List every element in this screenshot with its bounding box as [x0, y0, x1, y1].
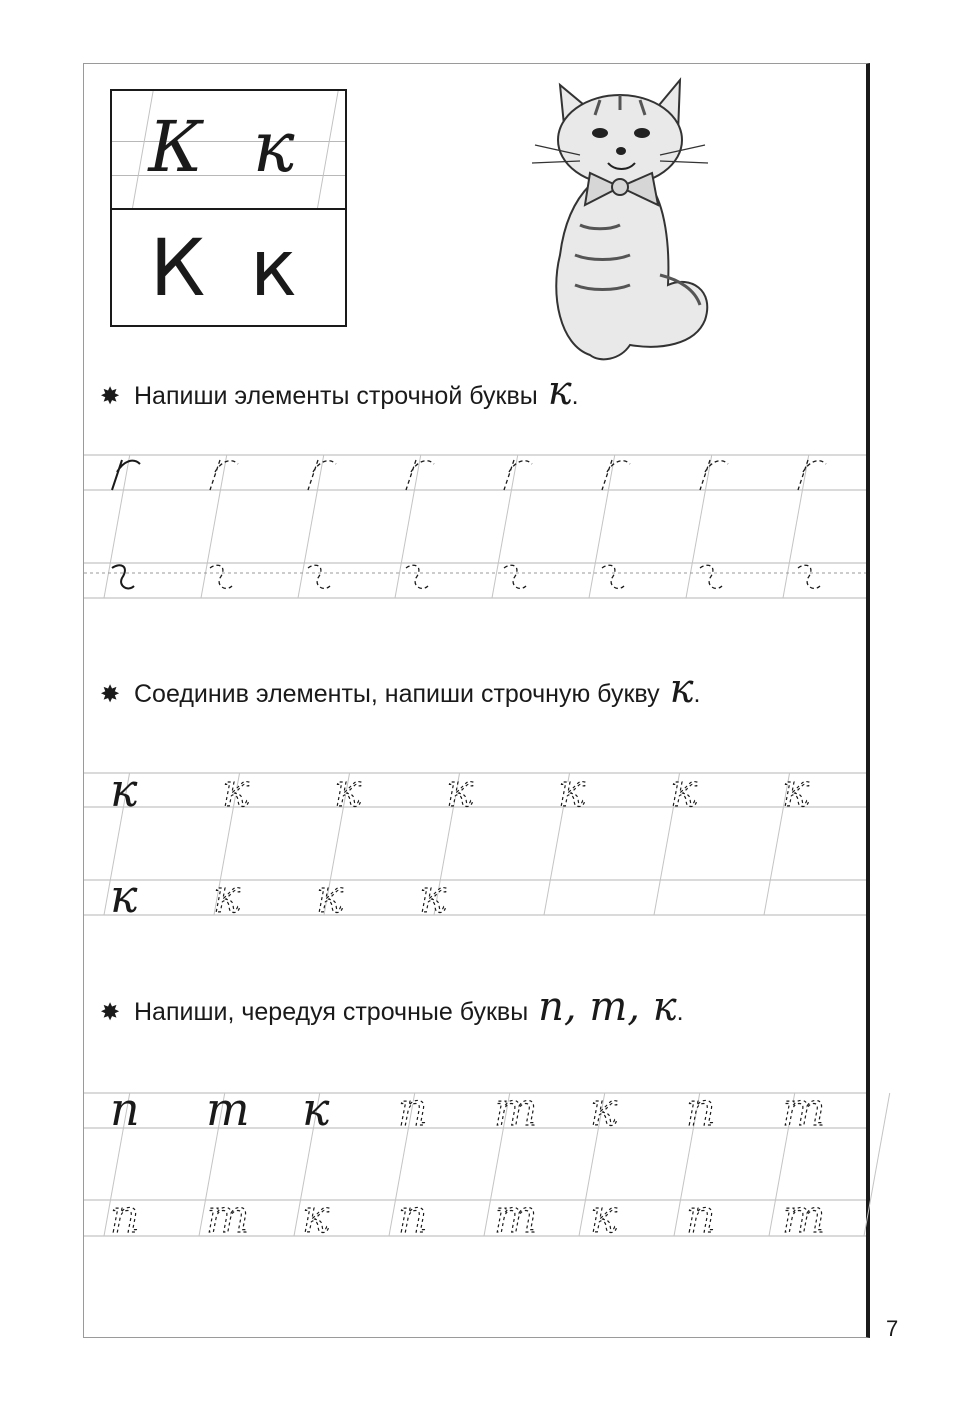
letter-element-stroke: [700, 460, 728, 490]
letter-element-stroke: [504, 565, 526, 588]
star-bullet-icon: ✸: [100, 383, 121, 410]
instruction-text: Соединив элементы, напиши строчную букву: [134, 680, 660, 708]
sample-letter: к: [110, 869, 138, 923]
letter-element-stroke: [406, 460, 434, 490]
trace-letter: т: [782, 1189, 826, 1243]
trace-letter: к: [782, 763, 810, 817]
letter-element-stroke: [602, 565, 624, 588]
trace-letter: т: [782, 1082, 826, 1136]
trace-letter: т: [494, 1189, 538, 1243]
page-number: 7: [886, 1316, 899, 1341]
trace-letter: т: [206, 1189, 250, 1243]
instruction-end-mark: .: [676, 998, 684, 1026]
instruction-end-mark: .: [571, 382, 579, 410]
sample-letter: т: [206, 1082, 250, 1136]
instruction-end-mark: .: [693, 680, 701, 708]
slant-line: [864, 1093, 890, 1236]
trace-letter: к: [590, 1189, 618, 1243]
trace-letter: к: [590, 1082, 618, 1136]
trace-letter: к: [222, 763, 250, 817]
trace-letter: п: [686, 1082, 716, 1136]
trace-letter: к: [419, 869, 447, 923]
trace-letter: п: [398, 1189, 428, 1243]
sample-letter: п: [110, 1082, 140, 1136]
letter-element-stroke: [798, 460, 826, 490]
letter-element-stroke: [210, 565, 232, 588]
slant-line: [686, 455, 712, 598]
star-bullet-icon: ✸: [100, 999, 121, 1026]
letter-element-stroke: [700, 565, 722, 588]
trace-letter: к: [302, 1189, 330, 1243]
print-letter-pair: К к: [149, 224, 308, 314]
letter-element-stroke: [210, 460, 238, 490]
trace-letter: т: [494, 1082, 538, 1136]
sample-letter: к: [302, 1082, 330, 1136]
letter-element-stroke: [112, 565, 134, 588]
letter-element-stroke: [504, 460, 532, 490]
sample-letter: к: [110, 763, 138, 817]
star-bullet-icon: ✸: [100, 681, 121, 708]
instruction-text: Напиши элементы строчной буквы: [134, 382, 538, 410]
trace-letter: п: [398, 1082, 428, 1136]
instruction-cursive-letters: к: [547, 368, 572, 414]
trace-letter: к: [334, 763, 362, 817]
letter-element-stroke: [406, 565, 428, 588]
trace-letter: к: [670, 763, 698, 817]
slant-line: [492, 455, 518, 598]
letter-element-stroke: [602, 460, 630, 490]
instruction-cursive-letters: п, т, к: [538, 984, 677, 1030]
trace-letter: п: [110, 1189, 140, 1243]
slant-line: [298, 455, 324, 598]
letter-element-stroke: [308, 565, 330, 588]
trace-letter: к: [558, 763, 586, 817]
letter-element-stroke: [798, 565, 820, 588]
instruction-text: Напиши, чередуя строчные буквы: [134, 998, 529, 1026]
trace-letter: к: [316, 869, 344, 923]
instruction-cursive-letters: к: [669, 666, 694, 712]
cursive-letter-pair: К к: [148, 106, 309, 188]
trace-letter: к: [213, 869, 241, 923]
slant-line: [589, 455, 615, 598]
trace-letter: к: [446, 763, 474, 817]
trace-letter: п: [686, 1189, 716, 1243]
slant-line: [783, 455, 809, 598]
